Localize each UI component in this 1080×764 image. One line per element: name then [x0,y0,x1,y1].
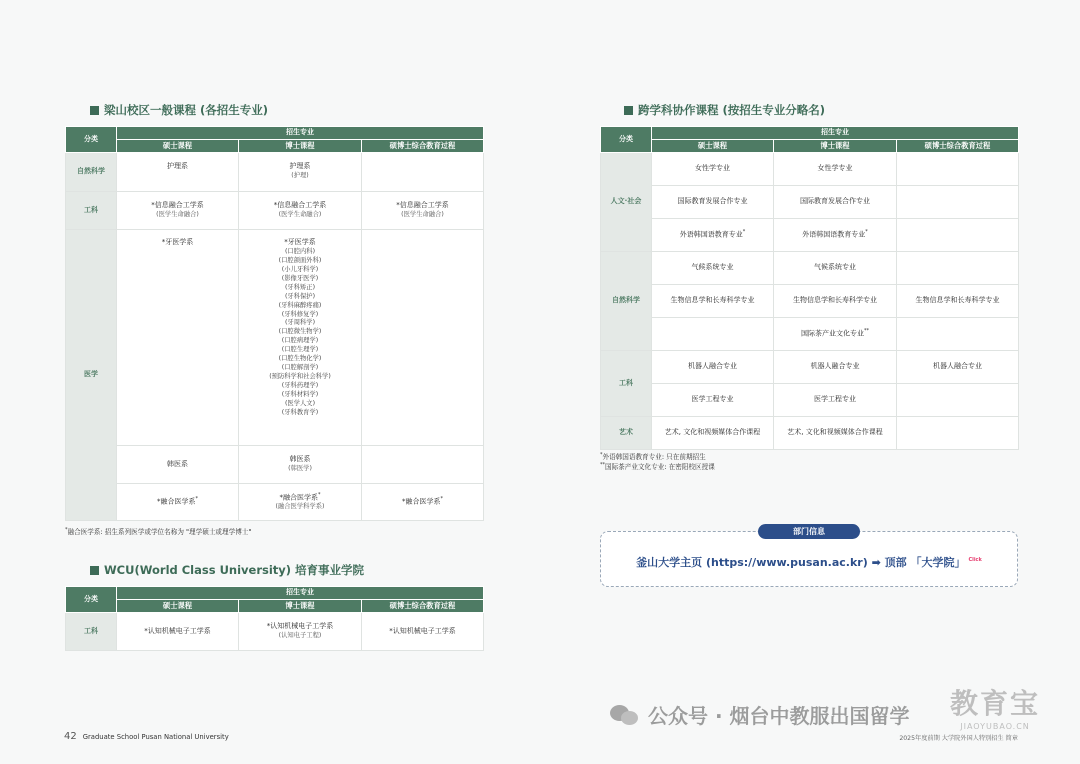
cell-h1-master: 女性学专业 [652,153,774,186]
category-humanities: 人文·社会 [601,153,652,252]
dental-specialty-item: (口腔颌面外科) [278,256,322,264]
cell-e1-master: 机器人融合专业 [652,351,774,384]
cell-fusion-doctor: *融合医学系* (融合医学科学系) [239,484,362,521]
header-recruit: 招生专业 [117,127,484,140]
header-master: 硕士课程 [652,140,774,153]
category-engineering: 工科 [66,192,117,230]
section-title-interdisciplinary [624,102,825,118]
cell-e2-doctor: 医学工程专业 [774,384,897,417]
dental-specialty-item: (牙科修复学) [281,310,319,318]
cell-korean-combined [362,446,484,484]
cell-n2-master: 生物信息学和长寿科学专业 [652,285,774,318]
footer-school-name: Graduate School Pusan National University [82,733,229,741]
cell-eng-combined: *信息融合工学系 (医学生命融合) [362,192,484,230]
cell-h1-combined [897,153,1019,186]
jiaoyubao-logo: 教育宝 JIAOYUBAO.CN [950,687,1041,731]
cell-nat-combined [362,153,484,192]
dental-specialty-item: (影像牙医学) [281,274,319,282]
dental-specialty-item: (口腔生理学) [281,346,319,354]
header-category: 分类 [66,127,117,153]
department-info-box [600,527,1018,587]
cell-n1-doctor: 气候系统专业 [774,252,897,285]
header-doctor: 博士课程 [239,140,362,153]
header-doctor: 博士课程 [239,600,362,613]
section-title-text: 梁山校区一般课程 (各招生专业) [104,103,269,117]
dental-specialty-item: (口腔病理学) [281,337,319,345]
header-category: 分类 [66,587,117,613]
department-info-badge: 部门信息 [758,524,860,539]
cell-h3-combined [897,219,1019,252]
dental-specialty-item: (牙科教育学) [281,408,319,416]
square-bullet-icon [90,106,99,115]
yangsan-course-table [65,126,484,521]
header-recruit: 招生专业 [652,127,1019,140]
cell-a1-doctor: 艺术, 文化和视频媒体合作课程 [774,417,897,450]
wcu-course-table [65,586,484,651]
footnote-tea-culture: **国际茶产业文化专业: 在密阳校区授课 [600,462,715,472]
category-natural-science: 自然科学 [601,252,652,351]
wechat-watermark [610,700,910,729]
dental-specialty-item: (牙科药理学) [281,382,319,389]
cell-a1-combined [897,417,1019,450]
department-homepage-link[interactable]: 釜山大学主页 (https://www.pusan.ac.kr) ➡ 顶部 「大学院」 $^{Click}$ [636,556,982,569]
watermark-text: 公众号 · 烟台中教服出国留学 [648,704,910,728]
dental-specialty-list [239,248,361,418]
cell-h2-master: 国际教育发展合作专业 [652,186,774,219]
cell-korean-doctor: 韩医系 (韩医学) [239,446,362,484]
section-title-text: 跨学科协作课程 (按招生专业分略名) [638,103,826,117]
header-combined: 硕博士综合教育过程 [897,140,1019,153]
cell-dental-combined [362,230,484,446]
header-doctor: 博士课程 [774,140,897,153]
dental-specialty-item: (医学人文) [284,399,316,407]
wechat-icon [610,703,640,727]
click-tag[interactable]: Click [968,557,982,564]
cell-korean-master: 韩医系 [117,446,239,484]
category-engineering: 工科 [66,613,117,651]
section-title-wcu [90,562,364,578]
cell-e1-combined: 机器人融合专业 [897,351,1019,384]
page-footer [64,731,229,742]
cell-eng-doctor: *信息融合工学系 (医学生命融合) [239,192,362,230]
cell-n1-master: 气候系统专业 [652,252,774,285]
cell-h1-doctor: 女性学专业 [774,153,897,186]
dental-specialty-item: (口腔生物化学) [278,355,322,363]
cell-h2-doctor: 国际教育发展合作专业 [774,186,897,219]
section-title-yangsan [90,102,268,118]
cell-wcu-combined: *认知机械电子工学系 [362,613,484,651]
header-master: 硕士课程 [117,600,239,613]
cell-eng-master: *信息融合工学系 (医学生命融合) [117,192,239,230]
cell-n2-doctor: 生物信息学和长寿科学专业 [774,285,897,318]
header-master: 硕士课程 [117,140,239,153]
page-number: 42 [64,731,77,742]
cell-h2-combined [897,186,1019,219]
cell-fusion-combined: *融合医学系* [362,484,484,521]
cell-e2-combined [897,384,1019,417]
dental-specialty-item: (小儿牙科学) [281,265,319,273]
dental-specialty-item: (牙科材料学) [281,390,319,398]
category-engineering: 工科 [601,351,652,417]
header-category: 分类 [601,127,652,153]
cell-nat-master: 护理系 [117,153,239,192]
category-medicine: 医学 [66,230,117,521]
cell-dental-master: *牙医学系 [117,230,239,446]
footnote-korean-education: *外语韩国语教育专业: 只在前期招生 [600,452,706,462]
cell-n2-combined: 生物信息学和长寿科学专业 [897,285,1019,318]
header-combined: 硕博士综合教育过程 [362,140,484,153]
cell-h3-master: 外语韩国语教育专业* [652,219,774,252]
dental-specialty-item: (牙科保护) [284,292,316,300]
cell-nat-doctor: 护理系 (护理) [239,153,362,192]
header-combined: 硕博士综合教育过程 [362,600,484,613]
cell-n3-master [652,318,774,351]
section-title-text: WCU(World Class University) 培育事业学院 [104,563,365,577]
cell-a1-master: 艺术, 文化和视频媒体合作课程 [652,417,774,450]
dental-specialty-item: (预防科学和社会科学) [269,373,331,381]
dental-specialty-item: (牙科麻醉疼痛) [278,301,322,309]
cell-wcu-master: *认知机械电子工学系 [117,613,239,651]
cell-n1-combined [897,252,1019,285]
dental-specialty-item: (口腔微生物学) [278,328,322,336]
cell-h3-doctor: 外语韩国语教育专业* [774,219,897,252]
dental-specialty-item: (牙科矫正) [284,283,316,291]
footnotes-interdisciplinary [600,452,715,473]
cell-n3-combined [897,318,1019,351]
dental-specialty-item: (口腔解剖学) [281,364,319,372]
dental-specialty-item: (牙周科学) [284,319,316,327]
cell-fusion-master: *融合医学系* [117,484,239,521]
category-natural-science: 自然科学 [66,153,117,192]
interdisciplinary-table [600,126,1019,450]
square-bullet-icon [90,566,99,575]
header-recruit: 招生专业 [117,587,484,600]
category-art: 艺术 [601,417,652,450]
cell-e2-master: 医学工程专业 [652,384,774,417]
square-bullet-icon [624,106,633,115]
footnote-fusion: *融合医学系: 招生系列医学或学位名称为 "理学硕士或理学博士" [65,527,252,537]
cell-n3-doctor: 国际茶产业文化专业** [774,318,897,351]
dental-specialty-item: (口腔内科) [284,247,316,255]
footer-guide-title: 2025年度前期 大学院外国人特别招生 简章 [899,735,1018,742]
cell-e1-doctor: 机器人融合专业 [774,351,897,384]
cell-wcu-doctor: *认知机械电子工学系 (认知电子工程) [239,613,362,651]
cell-dental-doctor: *牙医学系 (口腔内科) (口腔颌面外科) (小儿牙科学) (影像牙医学) (牙科矫正) (牙科保护) (牙科麻醉疼痛) (牙科修复学) (牙周科学) (口腔微生物学) (口腔病理学) (口腔生理学) (口腔生物化学) (口腔解剖学) (预防科学和社会科学) (牙科药理学) (牙科材料学) (医学人文) (牙科教育学) [239,230,362,446]
